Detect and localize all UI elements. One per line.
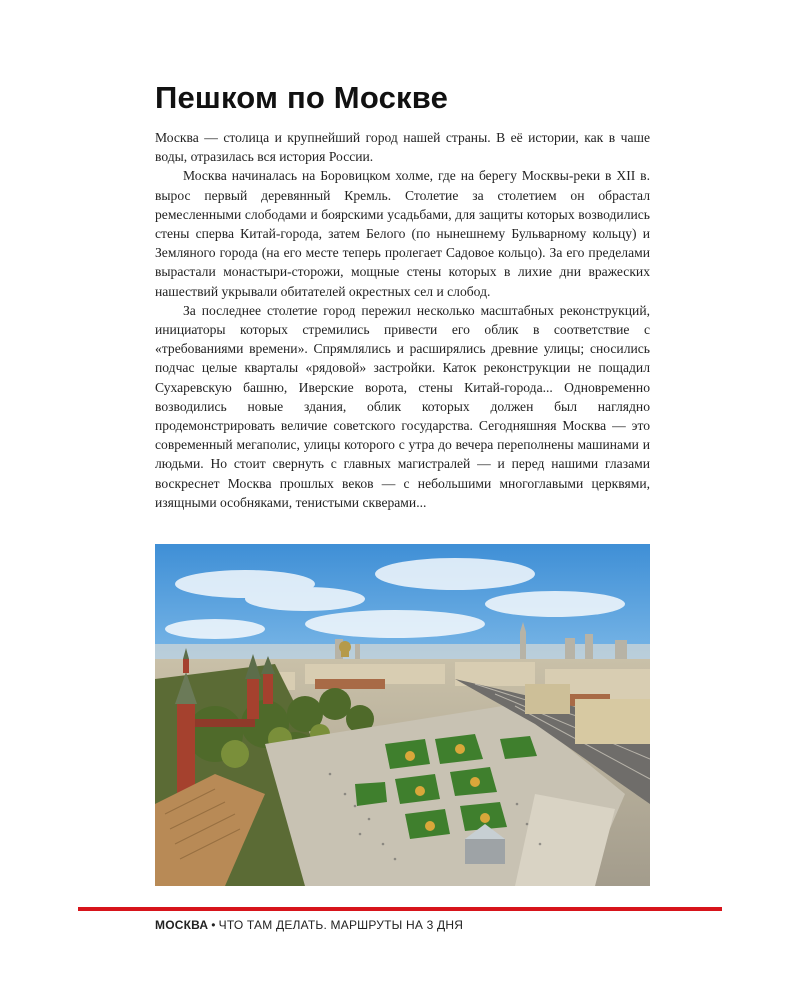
footer-brand: МОСКВА: [155, 918, 209, 932]
paragraph-history: Москва начиналась на Боровицком холме, где на берегу Москвы-реки в XII в. вырос первый деревянный Кремль. Столетие за столетием он обрастал ремесленными слободами и боярскими усадьбами, для защиты которых возводились стены сперва Китай-города, затем Белого (по нынешнему Бульварному кольцу) и Земляного города (на его месте теперь пролегает Садовое кольцо). За его пределами вырастали монастыри-сторожи, мощные стены которых в лихие дни вражеских нашествий укрывали обитателей окрестных сел и слобод.: [155, 168, 650, 299]
body-text: [155, 128, 650, 512]
paragraph-intro: Москва — столица и крупнейший город нашей страны. В её истории, как в чаше воды, отразилась вся история России.: [155, 130, 650, 165]
paragraph-reconstruction: За последнее столетие город пережил несколько масштабных реконструкций, инициаторы которых стремились привести его облик в соответствие с «требованиями времени». Спрямлялись и расширялись древние улицы; сносились подчас целые кварталы «рядовой» застройки. Каток реконструкции не пощадил Сухаревскую башню, Иверские ворота, стены Китай-города... Одновременно возводились новые здания, облик которых должен был наглядно продемонстрировать величие советского государства. Сегодняшняя Москва — это современный мегаполис, улицы которого с утра до вечера переполнены машинами и людьми. Но стоит свернуть с главных магистралей — и перед нашими глазами воскреснет Москва прошлых веков — с небольшими многоглавыми церквями, изящными особняками, тенистыми скверами...: [155, 302, 650, 510]
running-footer: [155, 918, 463, 932]
footer-subtitle: ЧТО ТАМ ДЕЛАТЬ. МАРШРУТЫ НА 3 ДНЯ: [218, 918, 464, 932]
moscow-aerial-photo: [155, 544, 650, 886]
footer-rule: [78, 907, 722, 911]
footer-separator: •: [211, 918, 216, 932]
page-title: Пешком по Москве: [155, 80, 449, 115]
